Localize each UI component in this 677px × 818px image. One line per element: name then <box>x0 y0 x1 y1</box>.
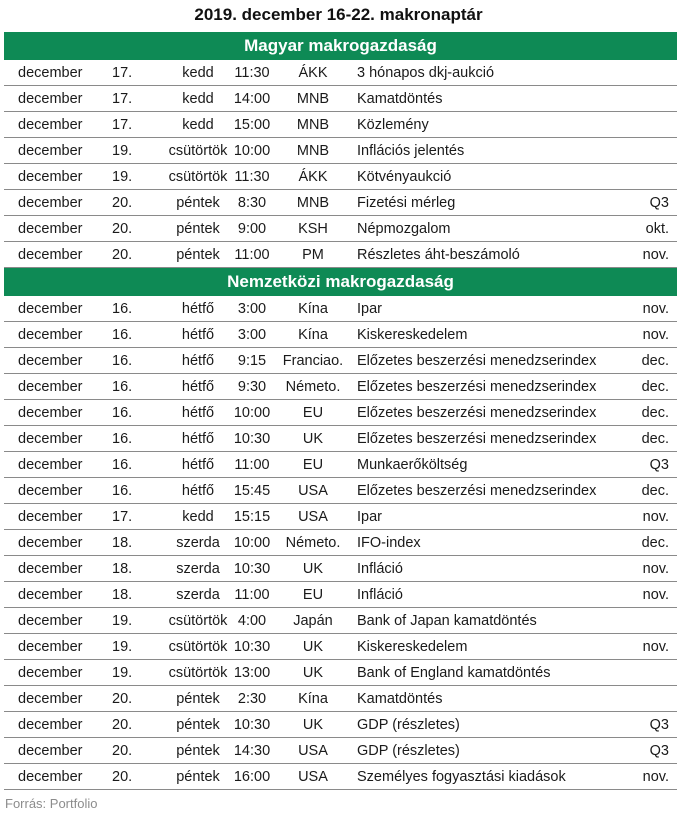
event-cell: Kamatdöntés <box>357 691 443 707</box>
time-cell: 11:30 <box>234 65 270 81</box>
table-row <box>4 242 677 268</box>
table-row <box>4 112 677 138</box>
table-row <box>4 60 677 86</box>
weekday-cell: péntek <box>176 221 220 237</box>
source-cell: MNB <box>296 143 330 159</box>
event-cell: Fizetési mérleg <box>357 195 456 211</box>
event-cell: Infláció <box>357 561 403 577</box>
event-cell: Kamatdöntés <box>357 91 443 107</box>
table-row <box>4 660 677 686</box>
time-cell: 10:00 <box>233 535 271 551</box>
table-row <box>4 348 677 374</box>
month-cell: december <box>18 431 83 447</box>
table-row <box>4 478 677 504</box>
event-cell: Munkaerőköltség <box>357 457 468 473</box>
section-header: Nemzetközi makrogazdaság <box>4 268 677 296</box>
source-cell: USA <box>298 743 328 759</box>
weekday-cell: csütörtök <box>168 665 228 681</box>
table-row <box>4 400 677 426</box>
event-cell: Kötvényaukció <box>357 169 452 185</box>
period-cell: nov. <box>642 769 669 785</box>
source-cell: Japán <box>293 613 333 629</box>
weekday-cell: szerda <box>176 561 220 577</box>
weekday-cell: péntek <box>176 691 220 707</box>
table-row <box>4 608 677 634</box>
month-cell: december <box>18 117 83 133</box>
period-cell: nov. <box>642 587 669 603</box>
month-cell: december <box>18 561 83 577</box>
time-cell: 15:45 <box>233 483 271 499</box>
month-cell: december <box>18 221 83 237</box>
weekday-cell: szerda <box>176 587 220 603</box>
source-cell: MNB <box>296 195 330 211</box>
month-cell: december <box>18 169 83 185</box>
page-title: 2019. december 16-22. makronaptár <box>194 5 483 24</box>
month-cell: december <box>18 195 83 211</box>
time-cell: 9:30 <box>237 379 267 395</box>
weekday-cell: szerda <box>176 535 220 551</box>
day-cell: 20. <box>112 221 133 237</box>
event-cell: Bank of England kamatdöntés <box>357 665 551 681</box>
day-cell: 16. <box>112 483 133 499</box>
weekday-cell: hétfő <box>181 327 215 343</box>
event-cell: GDP (részletes) <box>357 743 460 759</box>
weekday-cell: hétfő <box>181 457 215 473</box>
day-cell: 20. <box>112 717 133 733</box>
weekday-cell: kedd <box>182 91 214 107</box>
month-cell: december <box>18 405 83 421</box>
day-cell: 17. <box>112 65 133 81</box>
day-cell: 17. <box>112 509 133 525</box>
source-cell: USA <box>298 769 328 785</box>
event-cell: 3 hónapos dkj-aukció <box>357 65 495 81</box>
weekday-cell: kedd <box>182 117 214 133</box>
table-row <box>4 374 677 400</box>
table-row <box>4 738 677 764</box>
weekday-cell: csütörtök <box>168 639 228 655</box>
table-row <box>4 426 677 452</box>
period-cell: nov. <box>642 247 669 263</box>
event-cell: Kiskereskedelem <box>357 639 468 655</box>
source-cell: ÁKK <box>298 169 328 185</box>
source-cell: EU <box>302 587 324 603</box>
day-cell: 20. <box>112 195 133 211</box>
time-cell: 4:00 <box>237 613 267 629</box>
time-cell: 11:00 <box>234 587 270 603</box>
table-row <box>4 138 677 164</box>
day-cell: 20. <box>112 743 133 759</box>
time-cell: 11:00 <box>234 457 270 473</box>
source-cell: ÁKK <box>298 65 328 81</box>
event-cell: Előzetes beszerzési menedzserindex <box>357 353 597 369</box>
period-cell: nov. <box>642 639 669 655</box>
weekday-cell: csütörtök <box>168 143 228 159</box>
time-cell: 9:15 <box>237 353 267 369</box>
source-cell: EU <box>302 457 324 473</box>
table-row <box>4 764 677 790</box>
month-cell: december <box>18 301 83 317</box>
period-cell: dec. <box>641 431 669 447</box>
weekday-cell: hétfő <box>181 431 215 447</box>
day-cell: 18. <box>112 535 133 551</box>
period-cell: Q3 <box>649 717 669 733</box>
source-cell: USA <box>298 483 328 499</box>
weekday-cell: csütörtök <box>168 169 228 185</box>
weekday-cell: hétfő <box>181 379 215 395</box>
event-cell: Előzetes beszerzési menedzserindex <box>357 379 597 395</box>
month-cell: december <box>18 457 83 473</box>
day-cell: 18. <box>112 587 133 603</box>
time-cell: 15:00 <box>233 117 271 133</box>
source-note: Forrás: Portfolio <box>5 796 98 811</box>
section-header: Magyar makrogazdaság <box>4 32 677 60</box>
time-cell: 3:00 <box>237 327 267 343</box>
event-cell: Közlemény <box>357 117 429 133</box>
source-cell: UK <box>302 665 324 681</box>
month-cell: december <box>18 587 83 603</box>
event-cell: Előzetes beszerzési menedzserindex <box>357 431 597 447</box>
source-cell: UK <box>302 639 324 655</box>
month-cell: december <box>18 353 83 369</box>
day-cell: 16. <box>112 457 133 473</box>
day-cell: 19. <box>112 169 133 185</box>
source-cell: Kína <box>298 327 328 343</box>
period-cell: nov. <box>642 301 669 317</box>
time-cell: 15:15 <box>233 509 271 525</box>
source-cell: Kína <box>298 691 328 707</box>
day-cell: 20. <box>112 769 133 785</box>
table-row <box>4 296 677 322</box>
source-cell: USA <box>298 509 328 525</box>
month-cell: december <box>18 509 83 525</box>
day-cell: 17. <box>112 91 133 107</box>
table-row <box>4 712 677 738</box>
table-row <box>4 634 677 660</box>
source-cell: MNB <box>296 91 330 107</box>
event-cell: Bank of Japan kamatdöntés <box>357 613 537 629</box>
month-cell: december <box>18 717 83 733</box>
table-row <box>4 452 677 478</box>
event-cell: IFO-index <box>357 535 421 551</box>
source-cell: Kína <box>298 301 328 317</box>
source-cell: MNB <box>296 117 330 133</box>
month-cell: december <box>18 665 83 681</box>
event-cell: Részletes áht-beszámoló <box>357 247 520 263</box>
day-cell: 16. <box>112 301 133 317</box>
day-cell: 16. <box>112 353 133 369</box>
source-cell: EU <box>302 405 324 421</box>
source-cell: UK <box>302 717 324 733</box>
day-cell: 19. <box>112 613 133 629</box>
weekday-cell: csütörtök <box>168 613 228 629</box>
period-cell: dec. <box>641 535 669 551</box>
weekday-cell: péntek <box>176 769 220 785</box>
event-cell: Előzetes beszerzési menedzserindex <box>357 405 597 421</box>
month-cell: december <box>18 379 83 395</box>
month-cell: december <box>18 247 83 263</box>
event-cell: Kiskereskedelem <box>357 327 468 343</box>
month-cell: december <box>18 639 83 655</box>
weekday-cell: péntek <box>176 195 220 211</box>
time-cell: 10:00 <box>233 143 271 159</box>
weekday-cell: péntek <box>176 717 220 733</box>
time-cell: 16:00 <box>233 769 271 785</box>
month-cell: december <box>18 691 83 707</box>
weekday-cell: hétfő <box>181 301 215 317</box>
time-cell: 10:30 <box>233 561 271 577</box>
table-row <box>4 556 677 582</box>
table-row <box>4 504 677 530</box>
source-cell: Németo. <box>285 379 341 395</box>
day-cell: 20. <box>112 691 133 707</box>
time-cell: 8:30 <box>237 195 267 211</box>
period-cell: nov. <box>642 327 669 343</box>
time-cell: 14:00 <box>233 91 271 107</box>
weekday-cell: kedd <box>182 65 214 81</box>
time-cell: 11:30 <box>234 169 270 185</box>
table-row <box>4 530 677 556</box>
time-cell: 10:00 <box>233 405 271 421</box>
period-cell: dec. <box>641 379 669 395</box>
day-cell: 17. <box>112 117 133 133</box>
month-cell: december <box>18 143 83 159</box>
table-row <box>4 164 677 190</box>
time-cell: 2:30 <box>237 691 267 707</box>
period-cell: dec. <box>641 353 669 369</box>
source-cell: Németo. <box>285 535 341 551</box>
period-cell: dec. <box>641 405 669 421</box>
day-cell: 19. <box>112 143 133 159</box>
weekday-cell: péntek <box>176 743 220 759</box>
event-cell: GDP (részletes) <box>357 717 460 733</box>
table-row <box>4 216 677 242</box>
time-cell: 10:30 <box>233 431 271 447</box>
period-cell: Q3 <box>649 195 669 211</box>
source-cell: UK <box>302 561 324 577</box>
day-cell: 16. <box>112 431 133 447</box>
table-row <box>4 322 677 348</box>
period-cell: Q3 <box>649 457 669 473</box>
event-cell: Népmozgalom <box>357 221 451 237</box>
day-cell: 19. <box>112 639 133 655</box>
event-cell: Ipar <box>357 301 382 317</box>
month-cell: december <box>18 769 83 785</box>
month-cell: december <box>18 743 83 759</box>
day-cell: 20. <box>112 247 133 263</box>
time-cell: 14:30 <box>233 743 271 759</box>
table-row <box>4 86 677 112</box>
event-cell: Előzetes beszerzési menedzserindex <box>357 483 597 499</box>
event-cell: Inflációs jelentés <box>357 143 465 159</box>
event-cell: Infláció <box>357 587 403 603</box>
time-cell: 9:00 <box>237 221 267 237</box>
time-cell: 10:30 <box>233 717 271 733</box>
period-cell: dec. <box>641 483 669 499</box>
event-cell: Ipar <box>357 509 382 525</box>
period-cell: nov. <box>642 509 669 525</box>
event-cell: Személyes fogyasztási kiadások <box>357 769 566 785</box>
month-cell: december <box>18 613 83 629</box>
day-cell: 16. <box>112 405 133 421</box>
table-row <box>4 582 677 608</box>
weekday-cell: kedd <box>182 509 214 525</box>
month-cell: december <box>18 483 83 499</box>
source-cell: PM <box>302 247 324 263</box>
time-cell: 3:00 <box>237 301 267 317</box>
month-cell: december <box>18 65 83 81</box>
period-cell: okt. <box>645 221 669 237</box>
day-cell: 18. <box>112 561 133 577</box>
period-cell: nov. <box>642 561 669 577</box>
table-row <box>4 190 677 216</box>
time-cell: 10:30 <box>233 639 271 655</box>
month-cell: december <box>18 535 83 551</box>
weekday-cell: hétfő <box>181 405 215 421</box>
table-row <box>4 686 677 712</box>
day-cell: 16. <box>112 379 133 395</box>
month-cell: december <box>18 91 83 107</box>
weekday-cell: hétfő <box>181 353 215 369</box>
source-cell: KSH <box>298 221 328 237</box>
month-cell: december <box>18 327 83 343</box>
time-cell: 13:00 <box>233 665 271 681</box>
time-cell: 11:00 <box>234 247 270 263</box>
macro-calendar-table <box>4 32 677 790</box>
weekday-cell: hétfő <box>181 483 215 499</box>
day-cell: 19. <box>112 665 133 681</box>
source-cell: Franciao. <box>282 353 344 369</box>
weekday-cell: péntek <box>176 247 220 263</box>
period-cell: Q3 <box>649 743 669 759</box>
source-cell: UK <box>302 431 324 447</box>
day-cell: 16. <box>112 327 133 343</box>
